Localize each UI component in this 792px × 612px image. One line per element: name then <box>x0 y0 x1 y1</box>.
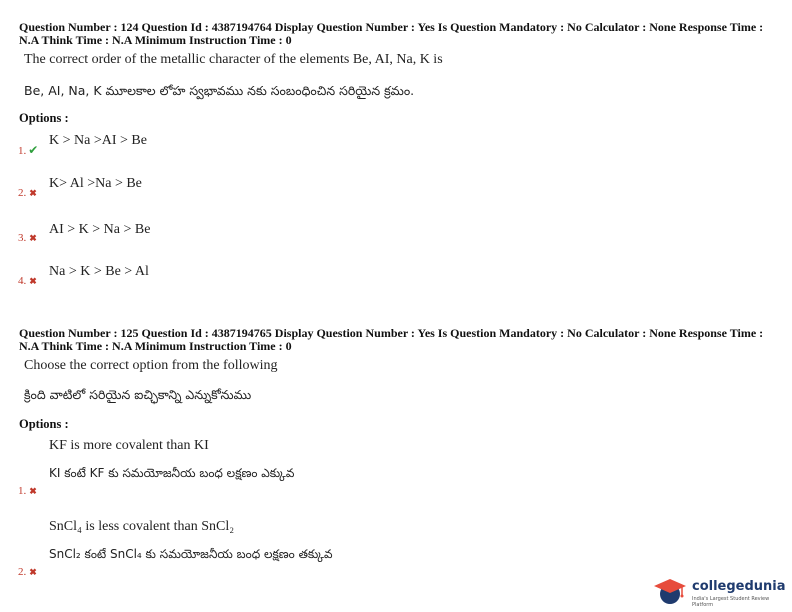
question-125-meta <box>19 327 779 353</box>
option-number: 1. <box>18 485 27 497</box>
question-125-options-label: Options : <box>19 417 69 431</box>
option-number: 4. <box>18 275 27 287</box>
question-125-text-te: క్రింది వాటిలో సరియైన ఐచ్ఛికాన్ని ఎన్నుకోనుము <box>24 387 252 402</box>
cross-icon: ✖ <box>29 233 37 243</box>
option-number: 1. <box>18 145 27 157</box>
graduation-cap-icon <box>652 577 688 607</box>
q125-option-2-number <box>18 566 37 578</box>
q124-option-1-text: K > Na >AI > Be <box>49 133 147 148</box>
logo-name: collegedunia <box>692 579 786 594</box>
q124-option-2-text: K> Al >Na > Be <box>49 176 142 191</box>
option-number: 2. <box>18 566 27 578</box>
q125-option-1-text-te: KI కంటే KF కు సమయోజనీయ బంధ లక్షణం ఎక్కువ <box>49 466 295 480</box>
meta-line-1: Question Number : 124 Question Id : 4387194764 Display Question Number : Yes Is Question Mandatory : No Calculator : None Response Time : <box>19 20 764 34</box>
q125-option-2-text-en: SnCl₄ is less covalent than SnCl₂ <box>49 519 235 534</box>
question-124-meta <box>19 21 779 47</box>
q124-option-1-number <box>18 143 38 158</box>
q124-option-4-number <box>18 275 37 287</box>
question-125-text-en: Choose the correct option from the following <box>24 358 278 373</box>
q124-option-3-number <box>18 232 37 244</box>
q124-option-4-text: Na > K > Be > Al <box>49 264 149 279</box>
q125-option-1-text-en: KF is more covalent than KI <box>49 438 209 453</box>
logo-tagline: India's Largest Student Review Platform <box>692 596 770 608</box>
option-number: 2. <box>18 187 27 199</box>
cross-icon: ✖ <box>29 276 37 286</box>
check-icon: ✔ <box>28 143 39 157</box>
question-124-options-label: Options : <box>19 111 69 125</box>
q124-option-3-text: AI > K > Na > Be <box>49 222 151 237</box>
q125-option-1-number <box>18 485 37 497</box>
option-number: 3. <box>18 232 27 244</box>
collegedunia-logo <box>652 577 787 607</box>
cross-icon: ✖ <box>29 188 37 198</box>
meta-line-1: Question Number : 125 Question Id : 4387194765 Display Question Number : Yes Is Question Mandatory : No Calculator : None Response Time : <box>19 326 764 340</box>
cross-icon: ✖ <box>29 486 37 496</box>
meta-line-2: N.A Think Time : N.A Minimum Instruction Time : 0 <box>19 33 292 47</box>
question-124-text-en: The correct order of the metallic character of the elements Be, AI, Na, K is <box>24 52 443 67</box>
q125-option-2-text-te: SnCl₂ కంటే SnCl₄ కు సమయోజనీయ బంధ లక్షణం తక్కువ <box>49 547 333 561</box>
meta-line-2: N.A Think Time : N.A Minimum Instruction Time : 0 <box>19 339 292 353</box>
question-124-text-te: Be, AI, Na, K మూలకాల లోహ స్వభావము నకు సంబంధించిన సరియైన క్రమం. <box>24 83 415 98</box>
cross-icon: ✖ <box>29 567 37 577</box>
q124-option-2-number <box>18 187 37 199</box>
